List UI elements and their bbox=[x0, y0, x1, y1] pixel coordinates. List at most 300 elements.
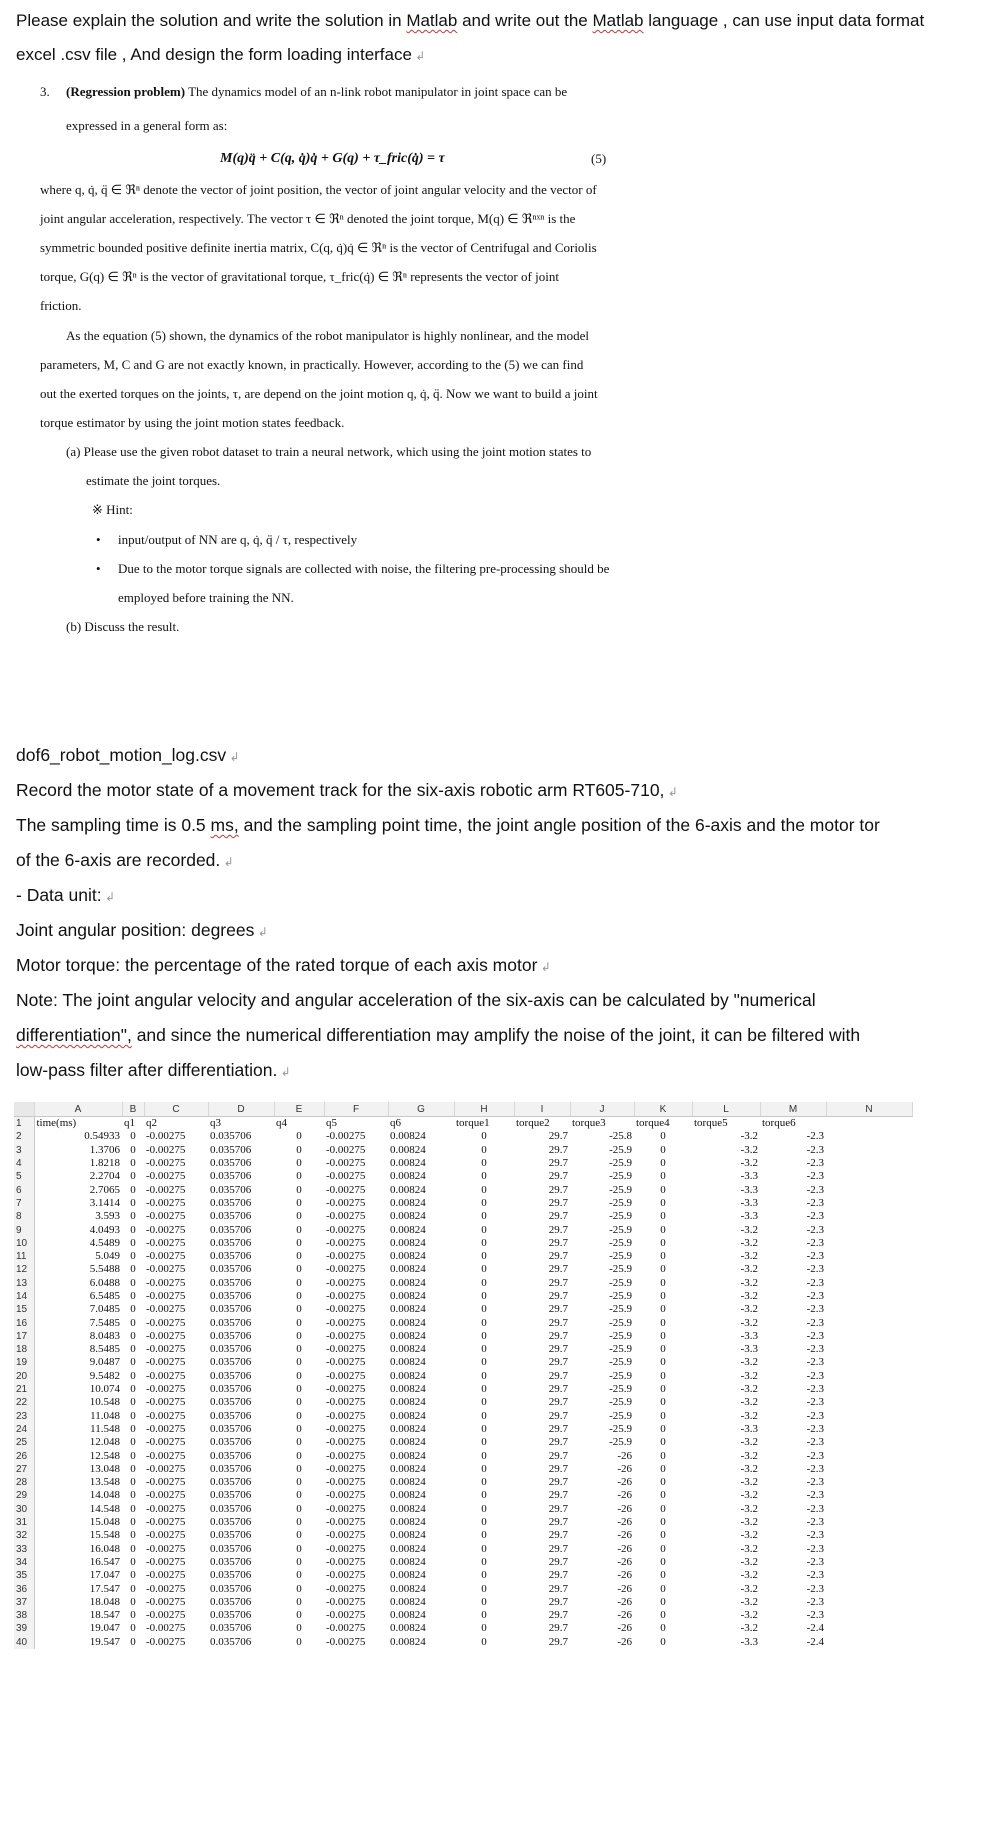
table-cell[interactable]: 0 bbox=[296, 1170, 302, 1183]
table-cell[interactable]: 0 bbox=[296, 1276, 302, 1289]
table-cell[interactable]: -3.2 bbox=[740, 1396, 758, 1409]
table-cell[interactable]: 13.548 bbox=[89, 1476, 120, 1489]
table-cell[interactable]: 0 bbox=[481, 1595, 487, 1608]
table-cell[interactable]: 0.00824 bbox=[390, 1316, 426, 1329]
table-cell[interactable]: 0 bbox=[130, 1343, 136, 1356]
table-cell[interactable]: -0.00275 bbox=[146, 1383, 186, 1396]
table-cell[interactable]: 0.035706 bbox=[210, 1236, 252, 1249]
row-number[interactable]: 35 bbox=[14, 1569, 34, 1582]
table-cell[interactable]: -0.00275 bbox=[326, 1196, 366, 1209]
table-cell[interactable]: -25.9 bbox=[609, 1436, 632, 1449]
row-number[interactable]: 24 bbox=[14, 1423, 34, 1436]
table-cell[interactable]: -0.00275 bbox=[146, 1223, 186, 1236]
table-cell[interactable] bbox=[826, 1316, 912, 1329]
table-cell[interactable]: -3.2 bbox=[740, 1462, 758, 1475]
table-cell[interactable]: -2.3 bbox=[806, 1436, 824, 1449]
column-header[interactable]: E bbox=[274, 1102, 324, 1117]
table-cell[interactable]: -0.00275 bbox=[326, 1383, 366, 1396]
table-cell[interactable]: 29.7 bbox=[548, 1343, 568, 1356]
table-cell[interactable]: -2.3 bbox=[806, 1383, 824, 1396]
table-cell[interactable] bbox=[826, 1383, 912, 1396]
table-cell[interactable]: 0.00824 bbox=[390, 1422, 426, 1435]
row-number[interactable]: 10 bbox=[14, 1237, 34, 1250]
table-cell[interactable]: -0.00275 bbox=[146, 1343, 186, 1356]
row-number[interactable]: 20 bbox=[14, 1370, 34, 1383]
table-cell[interactable]: -2.3 bbox=[806, 1356, 824, 1369]
table-cell[interactable]: 8.5485 bbox=[89, 1343, 120, 1356]
table-cell[interactable]: -26 bbox=[617, 1476, 632, 1489]
row-number[interactable]: 37 bbox=[14, 1596, 34, 1609]
table-cell[interactable]: 0 bbox=[660, 1622, 666, 1635]
row-number[interactable]: 21 bbox=[14, 1383, 34, 1396]
row-number[interactable]: 26 bbox=[14, 1449, 34, 1462]
table-cell[interactable]: 29.7 bbox=[548, 1502, 568, 1515]
table-cell[interactable]: -3.3 bbox=[740, 1343, 758, 1356]
table-cell[interactable]: -0.00275 bbox=[146, 1250, 186, 1263]
table-cell[interactable]: -0.00275 bbox=[326, 1542, 366, 1555]
table-cell[interactable]: -2.3 bbox=[806, 1276, 824, 1289]
table-cell[interactable]: -0.00275 bbox=[326, 1130, 366, 1143]
table-cell[interactable] bbox=[826, 1582, 912, 1595]
column-header[interactable]: L bbox=[692, 1102, 760, 1117]
table-cell[interactable]: 29.7 bbox=[548, 1143, 568, 1156]
table-cell[interactable]: 0 bbox=[296, 1569, 302, 1582]
table-cell[interactable]: 9.0487 bbox=[89, 1356, 120, 1369]
column-header[interactable]: J bbox=[570, 1102, 634, 1117]
table-cell[interactable]: 0 bbox=[481, 1555, 487, 1568]
table-cell[interactable]: 0 bbox=[660, 1462, 666, 1475]
table-cell[interactable] bbox=[826, 1130, 912, 1143]
table-cell[interactable]: -2.3 bbox=[806, 1555, 824, 1568]
table-cell[interactable]: 29.7 bbox=[548, 1462, 568, 1475]
table-cell[interactable]: -25.9 bbox=[609, 1263, 632, 1276]
table-cell[interactable]: q2 bbox=[146, 1117, 157, 1130]
table-cell[interactable]: 0.035706 bbox=[210, 1383, 252, 1396]
table-cell[interactable]: 0 bbox=[296, 1329, 302, 1342]
table-cell[interactable]: -2.3 bbox=[806, 1263, 824, 1276]
row-number[interactable]: 18 bbox=[14, 1343, 34, 1356]
table-cell[interactable]: 29.7 bbox=[548, 1409, 568, 1422]
row-number[interactable]: 11 bbox=[14, 1250, 34, 1263]
table-cell[interactable]: 0.035706 bbox=[210, 1303, 252, 1316]
table-cell[interactable]: 0 bbox=[660, 1210, 666, 1223]
table-cell[interactable]: -0.00275 bbox=[326, 1436, 366, 1449]
table-cell[interactable]: -3.2 bbox=[740, 1316, 758, 1329]
table-cell[interactable]: 0.035706 bbox=[210, 1316, 252, 1329]
table-cell[interactable]: 29.7 bbox=[548, 1595, 568, 1608]
table-cell[interactable]: 12.048 bbox=[89, 1436, 120, 1449]
table-cell[interactable]: 0 bbox=[296, 1143, 302, 1156]
table-cell[interactable]: 0 bbox=[296, 1436, 302, 1449]
row-number[interactable]: 5 bbox=[14, 1170, 34, 1183]
table-cell[interactable]: 15.048 bbox=[89, 1516, 120, 1529]
table-cell[interactable]: -25.9 bbox=[609, 1143, 632, 1156]
table-cell[interactable]: 0.035706 bbox=[210, 1516, 252, 1529]
table-cell[interactable]: 0 bbox=[130, 1356, 136, 1369]
table-cell[interactable]: 0 bbox=[660, 1316, 666, 1329]
table-cell[interactable]: 0.035706 bbox=[210, 1290, 252, 1302]
table-cell[interactable]: 0.00824 bbox=[390, 1542, 426, 1555]
row-number[interactable]: 12 bbox=[14, 1263, 34, 1276]
table-cell[interactable]: 0.00824 bbox=[390, 1130, 426, 1143]
table-cell[interactable]: 29.7 bbox=[548, 1303, 568, 1316]
table-cell[interactable]: 0.035706 bbox=[210, 1157, 252, 1170]
table-cell[interactable]: 0 bbox=[481, 1622, 487, 1635]
table-cell[interactable]: 0 bbox=[481, 1582, 487, 1595]
table-cell[interactable]: 29.7 bbox=[548, 1436, 568, 1449]
table-cell[interactable]: 0 bbox=[130, 1635, 136, 1648]
table-cell[interactable]: 4.0493 bbox=[89, 1223, 120, 1236]
table-cell[interactable]: -0.00275 bbox=[326, 1569, 366, 1582]
table-cell[interactable]: -3.2 bbox=[740, 1157, 758, 1170]
row-number[interactable]: 27 bbox=[14, 1463, 34, 1476]
table-cell[interactable]: 0 bbox=[660, 1263, 666, 1276]
table-cell[interactable] bbox=[826, 1290, 912, 1303]
table-cell[interactable]: 0 bbox=[481, 1343, 487, 1356]
table-cell[interactable]: 0.00824 bbox=[390, 1196, 426, 1209]
table-cell[interactable]: -3.2 bbox=[740, 1250, 758, 1263]
table-cell[interactable]: 0 bbox=[130, 1609, 136, 1622]
table-cell[interactable]: -3.2 bbox=[740, 1356, 758, 1369]
table-cell[interactable]: 29.7 bbox=[548, 1449, 568, 1462]
table-cell[interactable]: 0 bbox=[130, 1555, 136, 1568]
table-cell[interactable]: 18.547 bbox=[89, 1609, 120, 1622]
column-header[interactable]: I bbox=[514, 1102, 570, 1117]
table-cell[interactable] bbox=[826, 1170, 912, 1183]
table-cell[interactable]: -0.00275 bbox=[326, 1183, 366, 1196]
table-cell[interactable]: 0.00824 bbox=[390, 1210, 426, 1223]
table-cell[interactable]: 0.035706 bbox=[210, 1196, 252, 1209]
table-cell[interactable]: 4.5489 bbox=[89, 1236, 120, 1249]
table-cell[interactable]: 0 bbox=[481, 1316, 487, 1329]
table-cell[interactable]: 0 bbox=[660, 1436, 666, 1449]
table-cell[interactable]: 29.7 bbox=[548, 1542, 568, 1555]
table-cell[interactable]: 0.00824 bbox=[390, 1183, 426, 1196]
table-cell[interactable]: -25.9 bbox=[609, 1183, 632, 1196]
table-cell[interactable]: 0.035706 bbox=[210, 1436, 252, 1449]
table-cell[interactable]: 0 bbox=[130, 1595, 136, 1608]
table-cell[interactable]: -25.9 bbox=[609, 1356, 632, 1369]
table-cell[interactable] bbox=[826, 1144, 912, 1157]
table-cell[interactable]: -25.8 bbox=[609, 1130, 632, 1143]
table-cell[interactable]: -25.9 bbox=[609, 1276, 632, 1289]
table-cell[interactable]: 29.7 bbox=[548, 1250, 568, 1263]
table-cell[interactable]: 0 bbox=[481, 1569, 487, 1582]
table-cell[interactable]: -0.00275 bbox=[326, 1263, 366, 1276]
table-cell[interactable]: -0.00275 bbox=[326, 1210, 366, 1223]
table-cell[interactable]: -0.00275 bbox=[326, 1622, 366, 1635]
table-cell[interactable]: time(ms) bbox=[36, 1117, 77, 1130]
table-cell[interactable]: 0 bbox=[296, 1529, 302, 1542]
table-cell[interactable]: 0.035706 bbox=[210, 1502, 252, 1515]
table-cell[interactable]: 29.7 bbox=[548, 1582, 568, 1595]
table-cell[interactable]: -2.3 bbox=[806, 1409, 824, 1422]
table-cell[interactable]: -3.2 bbox=[740, 1409, 758, 1422]
table-cell[interactable]: 0 bbox=[130, 1516, 136, 1529]
table-cell[interactable]: 29.7 bbox=[548, 1316, 568, 1329]
table-cell[interactable]: 0 bbox=[130, 1422, 136, 1435]
table-cell[interactable]: 29.7 bbox=[548, 1555, 568, 1568]
table-cell[interactable]: 0 bbox=[660, 1449, 666, 1462]
table-cell[interactable]: -0.00275 bbox=[146, 1569, 186, 1582]
table-cell[interactable]: -3.2 bbox=[740, 1609, 758, 1622]
table-cell[interactable]: 29.7 bbox=[548, 1236, 568, 1249]
table-cell[interactable]: 0 bbox=[481, 1542, 487, 1555]
table-cell[interactable] bbox=[826, 1489, 912, 1502]
table-cell[interactable]: 0 bbox=[130, 1157, 136, 1170]
table-cell[interactable]: 0 bbox=[130, 1396, 136, 1409]
table-cell[interactable]: -2.4 bbox=[806, 1635, 824, 1648]
table-cell[interactable]: 0.00824 bbox=[390, 1489, 426, 1502]
row-number[interactable]: 29 bbox=[14, 1489, 34, 1502]
table-cell[interactable]: 0 bbox=[660, 1569, 666, 1582]
table-cell[interactable]: 0.00824 bbox=[390, 1529, 426, 1542]
row-number[interactable]: 22 bbox=[14, 1396, 34, 1409]
table-cell[interactable]: 0 bbox=[130, 1130, 136, 1143]
table-cell[interactable]: 29.7 bbox=[548, 1276, 568, 1289]
table-cell[interactable]: -26 bbox=[617, 1635, 632, 1648]
table-cell[interactable]: -25.9 bbox=[609, 1369, 632, 1382]
table-cell[interactable]: -26 bbox=[617, 1516, 632, 1529]
table-cell[interactable]: -2.3 bbox=[806, 1236, 824, 1249]
table-cell[interactable]: -0.00275 bbox=[146, 1196, 186, 1209]
table-cell[interactable]: 0 bbox=[130, 1569, 136, 1582]
table-cell[interactable]: 0 bbox=[660, 1422, 666, 1435]
table-cell[interactable]: -3.2 bbox=[740, 1236, 758, 1249]
table-cell[interactable]: -3.3 bbox=[740, 1635, 758, 1648]
row-number[interactable]: 31 bbox=[14, 1516, 34, 1529]
table-cell[interactable]: 0 bbox=[296, 1263, 302, 1276]
table-cell[interactable]: -0.00275 bbox=[326, 1476, 366, 1489]
table-cell[interactable]: 29.7 bbox=[548, 1422, 568, 1435]
row-number[interactable]: 4 bbox=[14, 1157, 34, 1170]
row-number[interactable]: 2 bbox=[14, 1130, 34, 1143]
table-cell[interactable]: -0.00275 bbox=[146, 1609, 186, 1622]
row-number[interactable]: 25 bbox=[14, 1436, 34, 1449]
table-cell[interactable]: 0 bbox=[481, 1276, 487, 1289]
table-cell[interactable]: 0 bbox=[296, 1462, 302, 1475]
row-number[interactable]: 33 bbox=[14, 1543, 34, 1556]
table-cell[interactable]: 0 bbox=[481, 1529, 487, 1542]
table-cell[interactable]: 10.548 bbox=[89, 1396, 120, 1409]
table-cell[interactable] bbox=[826, 1263, 912, 1276]
table-cell[interactable] bbox=[826, 1117, 912, 1131]
row-number[interactable]: 38 bbox=[14, 1609, 34, 1622]
table-cell[interactable]: 0.00824 bbox=[390, 1476, 426, 1489]
table-cell[interactable]: 0 bbox=[130, 1476, 136, 1489]
table-cell[interactable]: 0 bbox=[296, 1555, 302, 1568]
table-cell[interactable]: 29.7 bbox=[548, 1223, 568, 1236]
table-cell[interactable]: 0.00824 bbox=[390, 1290, 426, 1302]
table-cell[interactable]: q5 bbox=[326, 1117, 337, 1130]
table-cell[interactable]: 29.7 bbox=[548, 1183, 568, 1196]
table-cell[interactable] bbox=[826, 1410, 912, 1423]
table-cell[interactable]: 0 bbox=[130, 1263, 136, 1276]
table-cell[interactable]: 0 bbox=[481, 1396, 487, 1409]
table-cell[interactable]: -26 bbox=[617, 1555, 632, 1568]
table-cell[interactable]: 0 bbox=[481, 1157, 487, 1170]
table-cell[interactable]: 0.00824 bbox=[390, 1569, 426, 1582]
table-cell[interactable]: 6.5485 bbox=[89, 1290, 120, 1302]
table-cell[interactable]: -26 bbox=[617, 1595, 632, 1608]
table-cell[interactable]: 29.7 bbox=[548, 1356, 568, 1369]
column-header[interactable]: B bbox=[122, 1102, 144, 1117]
table-cell[interactable]: 0.00824 bbox=[390, 1409, 426, 1422]
table-cell[interactable]: 0 bbox=[130, 1329, 136, 1342]
table-cell[interactable]: 0 bbox=[296, 1223, 302, 1236]
table-cell[interactable]: 0.035706 bbox=[210, 1542, 252, 1555]
table-cell[interactable]: 0.00824 bbox=[390, 1582, 426, 1595]
table-cell[interactable]: 0 bbox=[296, 1316, 302, 1329]
table-cell[interactable]: -0.00275 bbox=[326, 1635, 366, 1648]
table-cell[interactable] bbox=[826, 1476, 912, 1489]
table-cell[interactable]: 0.035706 bbox=[210, 1529, 252, 1542]
table-cell[interactable]: 0 bbox=[296, 1343, 302, 1356]
row-number[interactable]: 15 bbox=[14, 1303, 34, 1316]
table-cell[interactable]: 6.0488 bbox=[89, 1276, 120, 1289]
table-cell[interactable]: 0 bbox=[296, 1236, 302, 1249]
table-cell[interactable]: -0.00275 bbox=[326, 1356, 366, 1369]
row-number[interactable]: 1 bbox=[14, 1117, 34, 1131]
table-cell[interactable]: 0 bbox=[481, 1516, 487, 1529]
table-cell[interactable]: 0.00824 bbox=[390, 1170, 426, 1183]
table-cell[interactable]: 0 bbox=[296, 1130, 302, 1143]
table-cell[interactable]: 0.00824 bbox=[390, 1250, 426, 1263]
table-cell[interactable]: 0.00824 bbox=[390, 1356, 426, 1369]
table-cell[interactable]: -3.2 bbox=[740, 1476, 758, 1489]
table-cell[interactable]: -0.00275 bbox=[326, 1170, 366, 1183]
table-cell[interactable]: 0 bbox=[481, 1436, 487, 1449]
table-cell[interactable]: -25.9 bbox=[609, 1422, 632, 1435]
table-cell[interactable]: 0 bbox=[481, 1183, 487, 1196]
table-cell[interactable]: 0 bbox=[660, 1223, 666, 1236]
table-cell[interactable]: -0.00275 bbox=[146, 1130, 186, 1143]
table-cell[interactable]: -0.00275 bbox=[326, 1609, 366, 1622]
table-cell[interactable]: 0 bbox=[481, 1290, 487, 1302]
table-cell[interactable]: 7.5485 bbox=[89, 1316, 120, 1329]
table-cell[interactable] bbox=[826, 1330, 912, 1343]
table-cell[interactable]: -2.3 bbox=[806, 1290, 824, 1302]
table-cell[interactable]: -0.00275 bbox=[146, 1170, 186, 1183]
table-cell[interactable]: -2.3 bbox=[806, 1516, 824, 1529]
table-cell[interactable]: 0 bbox=[660, 1183, 666, 1196]
table-cell[interactable]: 15.548 bbox=[89, 1529, 120, 1542]
table-cell[interactable]: -0.00275 bbox=[146, 1622, 186, 1635]
table-cell[interactable]: -2.3 bbox=[806, 1170, 824, 1183]
table-cell[interactable]: 2.7065 bbox=[89, 1183, 120, 1196]
table-cell[interactable]: -0.00275 bbox=[146, 1635, 186, 1648]
table-cell[interactable]: 0 bbox=[296, 1622, 302, 1635]
table-cell[interactable]: -3.2 bbox=[740, 1130, 758, 1143]
table-cell[interactable] bbox=[826, 1636, 912, 1649]
table-cell[interactable]: 29.7 bbox=[548, 1170, 568, 1183]
table-cell[interactable]: 0.035706 bbox=[210, 1130, 252, 1143]
table-cell[interactable]: 3.593 bbox=[95, 1210, 120, 1223]
table-cell[interactable]: 0 bbox=[660, 1635, 666, 1648]
table-cell[interactable]: 0 bbox=[481, 1609, 487, 1622]
table-cell[interactable]: -3.2 bbox=[740, 1449, 758, 1462]
table-cell[interactable]: torque2 bbox=[516, 1117, 550, 1130]
table-cell[interactable]: 0 bbox=[130, 1143, 136, 1156]
table-cell[interactable]: -0.00275 bbox=[326, 1489, 366, 1502]
table-cell[interactable]: 0 bbox=[296, 1476, 302, 1489]
table-cell[interactable]: 0 bbox=[130, 1250, 136, 1263]
table-cell[interactable]: -0.00275 bbox=[146, 1422, 186, 1435]
table-cell[interactable]: -0.00275 bbox=[146, 1316, 186, 1329]
table-cell[interactable]: -0.00275 bbox=[146, 1462, 186, 1475]
table-cell[interactable]: 0 bbox=[481, 1196, 487, 1209]
table-cell[interactable]: -2.3 bbox=[806, 1250, 824, 1263]
table-cell[interactable]: 0.00824 bbox=[390, 1635, 426, 1648]
table-cell[interactable]: 0 bbox=[130, 1236, 136, 1249]
table-cell[interactable]: 0 bbox=[296, 1595, 302, 1608]
table-cell[interactable]: 0 bbox=[296, 1635, 302, 1648]
table-cell[interactable]: 0 bbox=[660, 1369, 666, 1382]
table-cell[interactable]: -3.2 bbox=[740, 1555, 758, 1568]
table-cell[interactable]: -3.2 bbox=[740, 1622, 758, 1635]
table-cell[interactable]: -3.2 bbox=[740, 1276, 758, 1289]
table-cell[interactable]: -0.00275 bbox=[146, 1595, 186, 1608]
table-cell[interactable]: 0 bbox=[296, 1383, 302, 1396]
table-cell[interactable]: -0.00275 bbox=[326, 1316, 366, 1329]
table-cell[interactable]: 0 bbox=[660, 1502, 666, 1515]
table-cell[interactable]: 0 bbox=[130, 1223, 136, 1236]
table-cell[interactable]: 5.049 bbox=[95, 1250, 120, 1263]
table-cell[interactable]: -0.00275 bbox=[146, 1290, 186, 1302]
table-cell[interactable]: 0.035706 bbox=[210, 1462, 252, 1475]
table-cell[interactable] bbox=[826, 1516, 912, 1529]
table-cell[interactable]: -0.00275 bbox=[326, 1516, 366, 1529]
table-cell[interactable]: 0 bbox=[296, 1489, 302, 1502]
table-cell[interactable]: 0 bbox=[660, 1236, 666, 1249]
table-cell[interactable]: 0 bbox=[481, 1143, 487, 1156]
table-cell[interactable]: 0 bbox=[130, 1489, 136, 1502]
column-header[interactable]: F bbox=[324, 1102, 388, 1117]
table-cell[interactable]: -2.3 bbox=[806, 1316, 824, 1329]
table-cell[interactable]: -25.9 bbox=[609, 1290, 632, 1302]
table-cell[interactable]: 0.00824 bbox=[390, 1516, 426, 1529]
table-cell[interactable]: -0.00275 bbox=[146, 1157, 186, 1170]
table-cell[interactable]: 0 bbox=[130, 1170, 136, 1183]
table-cell[interactable]: 29.7 bbox=[548, 1383, 568, 1396]
table-cell[interactable]: -2.3 bbox=[806, 1223, 824, 1236]
table-cell[interactable]: 29.7 bbox=[548, 1396, 568, 1409]
row-number[interactable]: 19 bbox=[14, 1356, 34, 1369]
column-header[interactable]: C bbox=[144, 1102, 208, 1117]
table-cell[interactable]: 0 bbox=[296, 1250, 302, 1263]
table-cell[interactable]: 0 bbox=[481, 1356, 487, 1369]
table-cell[interactable]: 0.035706 bbox=[210, 1582, 252, 1595]
table-cell[interactable]: 29.7 bbox=[548, 1157, 568, 1170]
table-cell[interactable]: 0 bbox=[660, 1542, 666, 1555]
table-cell[interactable]: 0 bbox=[660, 1582, 666, 1595]
row-number[interactable]: 40 bbox=[14, 1636, 34, 1649]
table-cell[interactable]: -2.3 bbox=[806, 1143, 824, 1156]
table-cell[interactable]: -25.9 bbox=[609, 1316, 632, 1329]
table-cell[interactable]: 2.2704 bbox=[89, 1170, 120, 1183]
table-cell[interactable]: 0.035706 bbox=[210, 1476, 252, 1489]
table-cell[interactable]: -3.2 bbox=[740, 1369, 758, 1382]
table-cell[interactable]: -2.3 bbox=[806, 1369, 824, 1382]
table-cell[interactable]: q3 bbox=[210, 1117, 221, 1130]
row-number[interactable]: 36 bbox=[14, 1582, 34, 1595]
table-cell[interactable]: 0 bbox=[130, 1196, 136, 1209]
table-cell[interactable]: -3.2 bbox=[740, 1303, 758, 1316]
table-cell[interactable]: 29.7 bbox=[548, 1635, 568, 1648]
table-cell[interactable]: 0.00824 bbox=[390, 1449, 426, 1462]
table-cell[interactable] bbox=[826, 1503, 912, 1516]
table-cell[interactable]: 0 bbox=[660, 1383, 666, 1396]
